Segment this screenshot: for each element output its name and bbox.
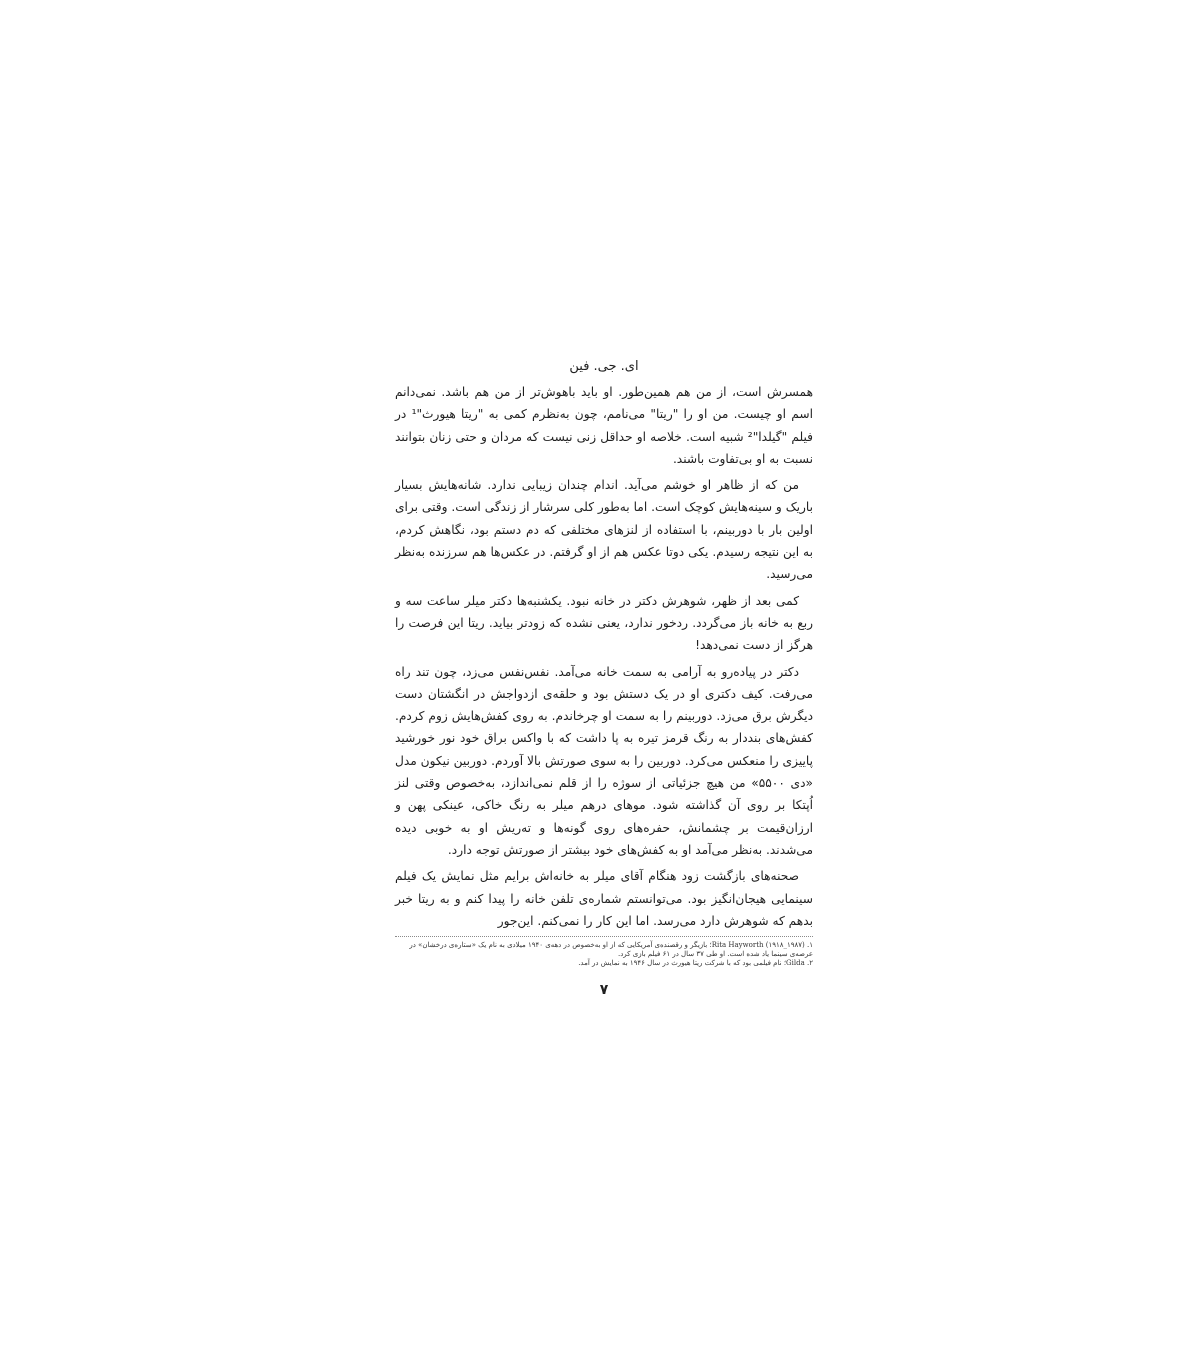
paragraph: صحنه‌های بازگشت زود هنگام آقای میلر به خانه‌اش برایم مثل نمایش یک فیلم سینمایی هیجان‌انگیز بود. می‌توانستم شماره‌ی تلفن خانه را پیدا کنم و به ریتا خبر بدهم که شوهرش دارد می‌رسد. اما این کار را نمی‌کنم. این‌جور xyxy=(395,869,813,928)
footnote: ۲. Gilda؛ نام فیلمی بود که با شرکت ریتا هیورث در سال ۱۹۴۶ به نمایش در آمد. xyxy=(578,959,813,968)
paragraph: کمی بعد از ظهر، شوهرش دکتر در خانه نبود. یکشنبه‌ها دکتر میلر ساعت سه و ربع به خانه باز می‌گردد. ردخور ندارد، یعنی نشده که زودتر بیاید. ریتا این فرصت را هرگز از دست نمی‌دهد! xyxy=(395,593,813,653)
body-text xyxy=(395,381,813,932)
paragraph: همسرش است، از من هم همین‌طور. او باید باهوش‌تر از من هم باشد. نمی‌دانم اسم او چیست. من او را "ریتا" می‌نامم، چون به‌نظرم کمی به "ریتا هیورث"¹ در فیلم "گیلدا"² شبیه است. خلاصه او حداقل زنی نیست که مردان و حتی زنان بتوانند نسبت به او بی‌تفاوت باشند. xyxy=(395,385,813,466)
paragraph: من که از ظاهر او خوشم می‌آید. اندام چندان زیبایی ندارد. شانه‌هایش بسیار باریک و سینه‌هایش کوچک است. اما به‌طور کلی سرشار از زندگی است. وقتی برای اولین بار با دوربینم، با استفاده از لنزهای مختلفی که دم دستم بود، نگاهش کردم، به این نتیجه رسیدم. یکی دوتا عکس هم از او گرفتم. در عکس‌ها هم سرزنده به‌نظر می‌رسید. xyxy=(395,478,813,582)
footnote-divider xyxy=(395,936,813,937)
paragraph: دکتر در پیاده‌رو به آرامی به سمت خانه می‌آمد. نفس‌نفس می‌زد، چون تند راه می‌رفت. کیف دکتری او در یک دستش بود و حلقه‌ی ازدواجش در انگشتان دست دیگرش برق می‌زد. دوربینم را به سمت او چرخاندم. به روی کفش‌هایش زوم کردم. کفش‌های بنددار به رنگ قرمز تیره به پا داشت که با واکس براق خود نور خورشید پاییزی را منعکس می‌کرد. دوربین را به سوی صورتش بالا آوردم. دوربین نیکون مدل «دی ۵۵۰۰» من هیچ جزئیاتی از سوژه را از قلم نمی‌اندازد، به‌خصوص وقتی لنز اُپتکا بر روی آن گذاشته شود. موهای درهم میلر به رنگ خاکی، عینکی پهن و ارزان‌قیمت بر چشمانش، حفره‌های روی گونه‌ها و ته‌ریش او به خوبی دیده می‌شدند. به‌نظر می‌آمد او به کفش‌های خود بیشتر از صورتش توجه دارد. xyxy=(395,664,813,857)
footnote: ۱. Rita Hayworth (۱۹۱۸_۱۹۸۷)؛ بازیگر و رقصنده‌ی آمریکایی که از او به‌خصوص در دهه‌ی ۱۹۴۰ میلادی به نام یک «ستاره‌ی درخشان» در عرصه‌ی سینما یاد شده است. او طی ۳۷ سال در ۶۱ فیلم بازی کرد. xyxy=(409,941,813,959)
book-page xyxy=(395,358,813,998)
footnotes xyxy=(395,941,813,968)
page-number: ۷ xyxy=(599,982,609,999)
running-head: ای. جی. فین xyxy=(569,359,639,374)
